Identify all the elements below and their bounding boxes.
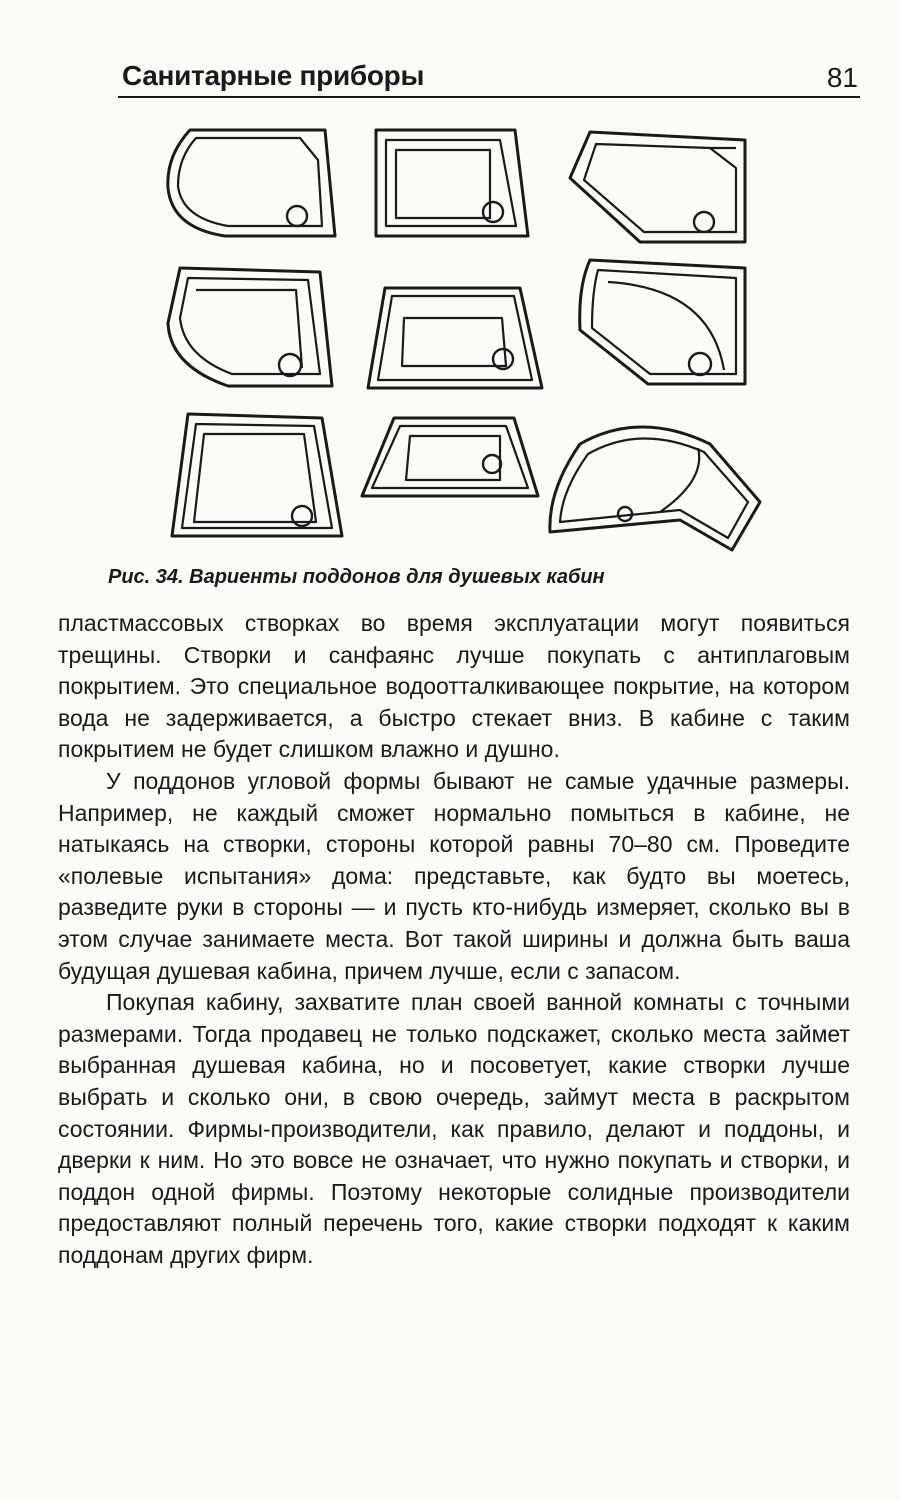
paragraph: пластмассовых створках во время эксплуатации могут появиться трещины. Створки и санфаянс лучше покупать с антиплаговым покрытием. Это специальное водоотталкивающее покрытие, на котором вода не задерживается, а быстро стекает вниз. В кабине с таким покрытием не будет слишком влажно и душно. <box>58 610 850 763</box>
tray-pentagon-1 <box>570 132 745 242</box>
tray-quarter-round-2 <box>168 268 332 386</box>
figure-caption: Рис. 34. Вариенты поддонов для душевых кабин <box>108 566 605 588</box>
page-number: 81 <box>826 62 858 93</box>
page-header <box>118 56 860 98</box>
body-text <box>58 608 850 1271</box>
paragraph: Покупая кабину, захватите план своей ванной комнаты с точными размерами. Тогда продавец не только подскажет, сколько места займет выбранная душевая кабина, но и посоветует, какие створки лучше выбрать и сколько они, в свою очередь, займут места в раскрытом состоянии. Фирмы-производители, как правило, делают и поддоны, и дверки к ним. Но это вовсе не означает, что нужно покупать и створки, и поддон одной фирмы. Поэтому некоторые солидные производители предоставляют полный перечень того, какие створки подходят к каким поддонам других фирм. <box>58 989 850 1268</box>
shower-tray-drawings <box>150 118 790 558</box>
tray-trapezoid-4 <box>362 418 538 496</box>
paragraph: У поддонов угловой формы бывают не самые удачные размеры. Например, не каждый сможет нормально помыться в кабине, не натыкаясь на створки, стороны которой равны 70–80 см. Проведите «полевые испытания» дома: представьте, как будто вы моетесь, разведите руки в стороны — и пусть кто-нибудь измеряет, сколько вы в этом случае занимаете места. Вот такой ширины и должна быть ваша будущая душевая кабина, причем лучше, если с запасом. <box>58 767 850 984</box>
shower-tray-figure <box>150 118 790 558</box>
tray-quarter-round-3 <box>580 260 745 384</box>
tray-trapezoid-2 <box>368 288 542 388</box>
tray-trapezoid-3 <box>172 414 342 536</box>
tray-trapezoid-1 <box>376 130 528 236</box>
tray-curved-corner <box>550 427 760 550</box>
tray-quarter-round-1 <box>168 130 335 236</box>
running-title: Санитарные приборы <box>122 60 425 91</box>
